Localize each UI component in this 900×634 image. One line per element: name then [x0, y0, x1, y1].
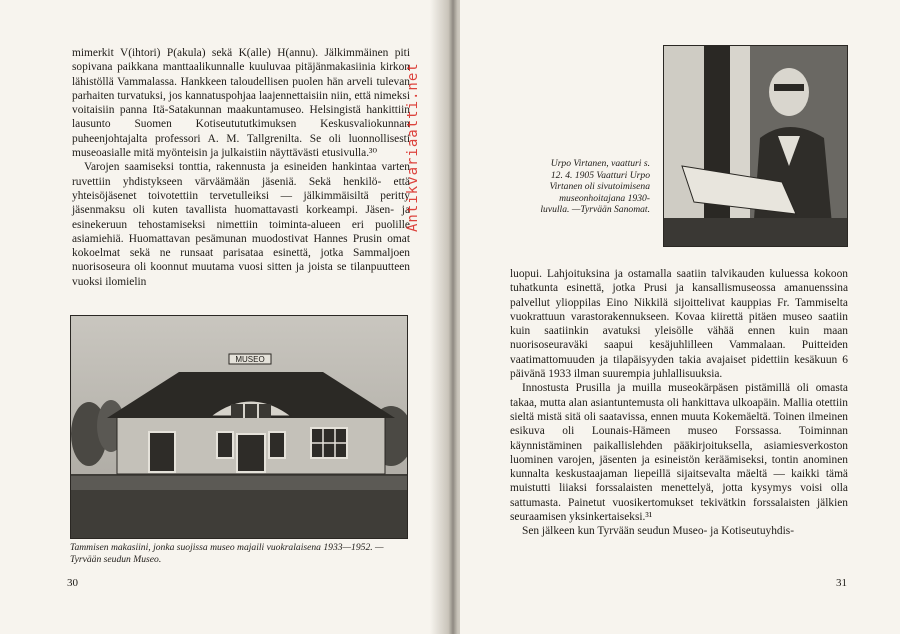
- portrait-caption: Urpo Virtanen, vaatturi s. 12. 4. 1905 Vaatturi Urpo Virtanen oli sivutoimisena museonhoitajana 1930-luvulla. —Tyrvään Sanomat.: [540, 158, 650, 216]
- page-number: 31: [836, 577, 847, 589]
- paragraph: luopui. Lahjoituksina ja ostamalla saatiin talvikauden kuluessa kokoon tuhatkunta esinettä, jotka Prusi ja kansallismuseossa amanuenssina palvellut ylioppilas Eino Nikkilä sijoittelivat kauppias Fr. Tammiselta vuokrattuun varastorakennukseen. Kovaa kiirettä pitäen museo saatiin kuin saatiinkin avatuksi yleisölle vähää ennen kuin maan nuorisoseuraväki saapui kesäjuhlilleen Vammalaan. Puitteiden vaatimattomuuden ja tilapäisyyden takia avajaiset pidettiin kesäkuun 6 päivänä 1933 ilman suurempia juhlallisuuksia.: [510, 268, 848, 381]
- paragraph: Innostusta Prusilla ja muilla museokärpäsen pistämillä oli omasta takaa, mutta alan asiantuntemusta oli hankittava ulkoapäin. Mallia otettiin sieltä mistä sitä oli saatavissa, ennen muuta Kokemäeltä. Toinen ilmeinen esikuva oli Lounais-Hämeen museo Forssassa. Toiminnan käynnistäminen paikallislehden pääkirjoituksella, asiamiesverkoston luominen varojen, jäsenten ja esineistön keräämiseksi, tontin anominen kunnalta keskustaajaman liepeillä sijaitsevalta mäeltä — kaikki tämä muistutti liiaksi forssalaisten menettelyä, jotta kysymys voisi olla sattumasta. Painetut vuosikertomukset tekivätkin forssalaisten jälkien seuraamisen yksinkertaiseksi.³¹: [510, 382, 848, 524]
- portrait-photo: [663, 45, 848, 247]
- paragraph: Sen jälkeen kun Tyrvään seudun Museo- ja Kotiseutuyhdis-: [522, 525, 795, 538]
- paragraph: mimerkit V(ihtori) P(akula) sekä K(alle) H(annu). Jälkimmäinen piti sopivana paikkana manttaalikunnalle kuuluvaa pitäjänmakasiinia kirkon lähistöllä Vammalassa. Hankkeen taloudellisen puolen hän arveli tulevan parhaiten turvatuksi, jos kannatuspohjaa laajennettaisiin niin, että nimeksi voitaisiin panna Itä-Satakunnan maakuntamuseo. Helsingistä hankittiin lausunto Suomen Kotiseutututkimuksen Keskusvaliokunnan puheenjohtajalta professori A. M. Tallgrenilta. Se oli luonnollisesti museoasialle mitä myönteisin ja julkaistiin näyttävästi etusivulla.³⁰: [72, 47, 410, 160]
- photo-caption: Tammisen makasiini, jonka suojissa museo majaili vuokralaisena 1933—1952. — Tyrvään seudun Museo.: [70, 542, 384, 565]
- left-page-text: [72, 46, 410, 289]
- right-page-text: [510, 267, 848, 539]
- paragraph: Varojen saamiseksi tonttia, rakennusta ja esineiden hankintaa varten ruvettiin yhdistykseen värväämään jäseniä. Sekä henkilö- että yhteisöjäsenet toivotettiin tervetulleiksi — jälkimmäisiltä peritty jäsenmaksu oli kuten tavallista huomattavasti korkeampi. Jäsen- ja esinekeruun tehostamiseksi nimettiin toiminta-alueen eri puolille asiamiehiä. Huomattavan pesämunan muodostivat Hannes Prusin omat kokoelmat sekä ne runsaat parisataa esinettä, jotka Sammaljoen nuorisoseura oli koonnut muutama vuosi sitten ja joista se tilanpuutteen vuoksi ilomielin: [72, 161, 410, 288]
- museum-building-photo: [70, 315, 408, 539]
- page-number: 30: [67, 577, 78, 589]
- watermark-text: Antikvariaatti.net: [405, 62, 421, 232]
- museum-sign-text: MUSEO: [235, 355, 265, 364]
